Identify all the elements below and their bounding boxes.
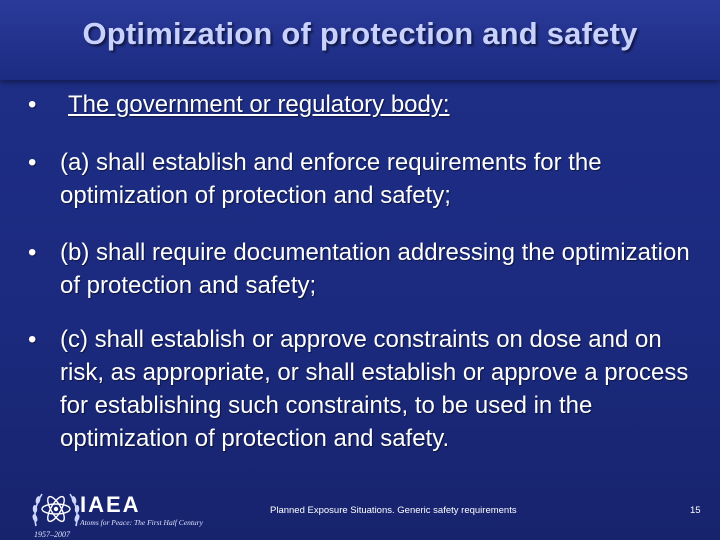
slide-title: Optimization of protection and safety (82, 16, 638, 51)
bullet-text: (b) shall require documentation addressing the optimization of protection and safety; (60, 239, 690, 299)
iaea-tagline: Atoms for Peace: The First Half Century (80, 518, 203, 527)
bullet-marker: • (28, 239, 37, 266)
bullet-text: (c) shall establish or approve constraints on dose and on risk, as appropriate, or shall establish or approve a process for establishing such constraints, to be used in the optimization of protection and safety. (60, 326, 689, 452)
iaea-years: 1957–2007 (34, 530, 70, 539)
bullet-marker: • (28, 149, 37, 176)
bullet-text: (a) shall establish and enforce requirements for the optimization of protection and safety; (60, 149, 602, 209)
bullet-text: The government or regulatory body: (68, 91, 450, 118)
bullet-marker: • (28, 91, 37, 118)
footer-caption: Planned Exposure Situations. Generic safety requirements (270, 505, 517, 516)
iaea-logo (26, 486, 216, 540)
bullet-marker: • (28, 326, 37, 353)
iaea-wordmark: IAEA (80, 492, 141, 517)
iaea-emblem-icon (30, 486, 82, 532)
page-number: 15 (690, 505, 701, 516)
